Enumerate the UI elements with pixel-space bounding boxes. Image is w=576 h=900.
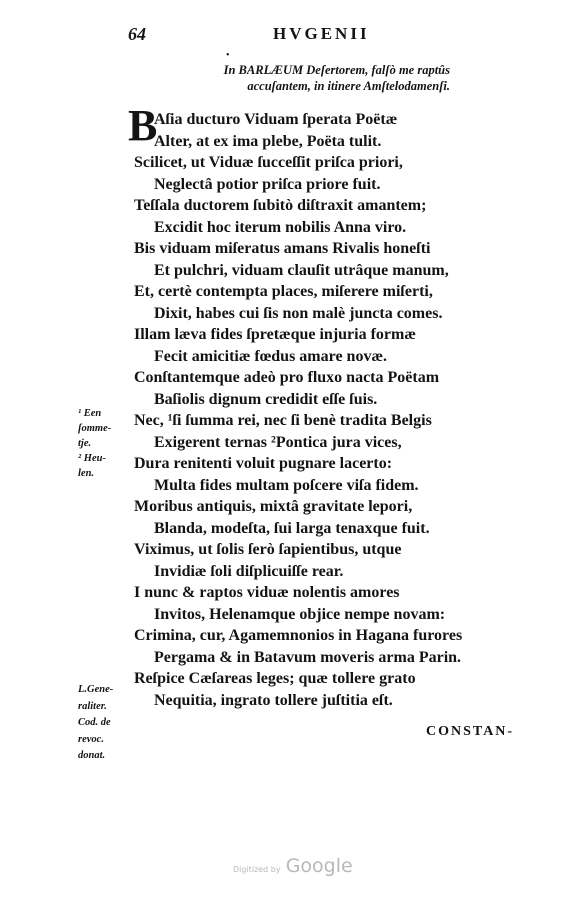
marginal-note-line: donat. (78, 750, 106, 761)
ornament-dot: • (226, 50, 230, 61)
marginal-note-line: ¹ Een (78, 408, 102, 419)
poem-line: Et pulchri, viduam clauſit utrâque manum, (154, 261, 449, 279)
poem-line: Fecit amicitiæ fœdus amare novæ. (154, 347, 387, 365)
running-head: HVGENII (273, 24, 370, 43)
poem-line: Nec, ¹ſi ſumma rei, nec ſi benè tradita Belgis (134, 412, 432, 429)
marginal-note-2 (78, 682, 113, 765)
poem-line: Conſtantemque adeò pro fluxo nacta Poëtam (134, 369, 440, 386)
google-logo: Google (285, 855, 353, 877)
poem-line: Dura renitenti voluit pugnare lacerto: (134, 455, 393, 472)
poem-line: Nequitia, ingrato tollere juſtitia eſt. (154, 691, 393, 709)
page-number: 64 (128, 24, 146, 44)
poem-line: Teſſala ductorem ſubitò diſtraxit amantem; (134, 197, 427, 214)
poem-line: Multa fides multam poſcere viſa fidem. (154, 476, 419, 494)
marginal-note-1 (78, 406, 111, 481)
poem-line: Bis viduam miſeratus amans Rivalis honeſti (134, 240, 431, 257)
poem-line: Invidiæ ſoli diſplicuiſſe rear. (154, 562, 344, 580)
drop-cap: B (128, 101, 158, 150)
poem-line: Pergama & in Batavum moveris arma Parin. (154, 648, 462, 666)
poem-line: Invitos, Helenamque objice nempe novam: (154, 605, 446, 623)
poem-line: Exigerent ternas ²Pontica jura vices, (154, 433, 402, 451)
poem-line: Excidit hoc iterum nobilis Anna viro. (154, 218, 407, 236)
marginal-note-line: tje. (78, 438, 92, 449)
poem-heading-line-2: accuſantem, in itinere Amſtelodamenſi. (247, 79, 450, 93)
poem-line: Reſpice Cæſareas leges; quæ tollere grato (134, 670, 416, 687)
poem-line: Alter, at ex ima plebe, Poëta tulit. (154, 132, 382, 150)
poem-line: Crimina, cur, Agamemnonios in Hagana furores (134, 627, 463, 644)
poem-line: I nunc & raptos viduæ nolentis amores (134, 584, 400, 601)
poem-line: Aſia ducturo Viduam ſperata Poëtæ (154, 111, 398, 128)
poem-line: Dixit, habes cui ſis non malè juncta comes. (154, 304, 443, 322)
poem-heading-line-1: In BARLÆUM Deſertorem, falſò me raptûs (223, 63, 450, 77)
poem-line: Viximus, ut ſolis ſerò ſapientibus, utque (134, 541, 402, 558)
marginal-note-line: L.Gene- (78, 684, 114, 695)
marginal-note-line: ² Heu- (78, 453, 106, 464)
poem-line: Blanda, modeſta, ſui larga tenaxque fuit. (154, 519, 430, 537)
watermark-prefix: Digitized by (233, 865, 281, 874)
catchword: CONSTAN- (426, 724, 515, 739)
marginal-note-line: len. (78, 468, 95, 479)
poem-heading (160, 62, 450, 94)
digitization-watermark (233, 855, 353, 877)
poem-line: Moribus antiquis, mixtâ gravitate lepori, (134, 498, 413, 515)
marginal-note-line: Cod. de (78, 717, 111, 728)
poem-line: Scilicet, ut Viduæ ſucceſſit priſca priori, (134, 154, 403, 171)
marginal-note-line: raliter. (78, 700, 107, 712)
poem-line: Baſiolis dignum credidit eſſe ſuis. (154, 390, 378, 408)
poem-line: Et, certè contempta places, miſerere miſerti, (134, 283, 433, 300)
marginal-note-line: revoc. (78, 733, 104, 745)
poem-line: Neglectâ potior priſca priore fuit. (154, 175, 381, 193)
marginal-note-line: ſomme- (78, 423, 112, 434)
poem-line: Illam læva fides ſpretæque injuria formæ (134, 326, 416, 343)
